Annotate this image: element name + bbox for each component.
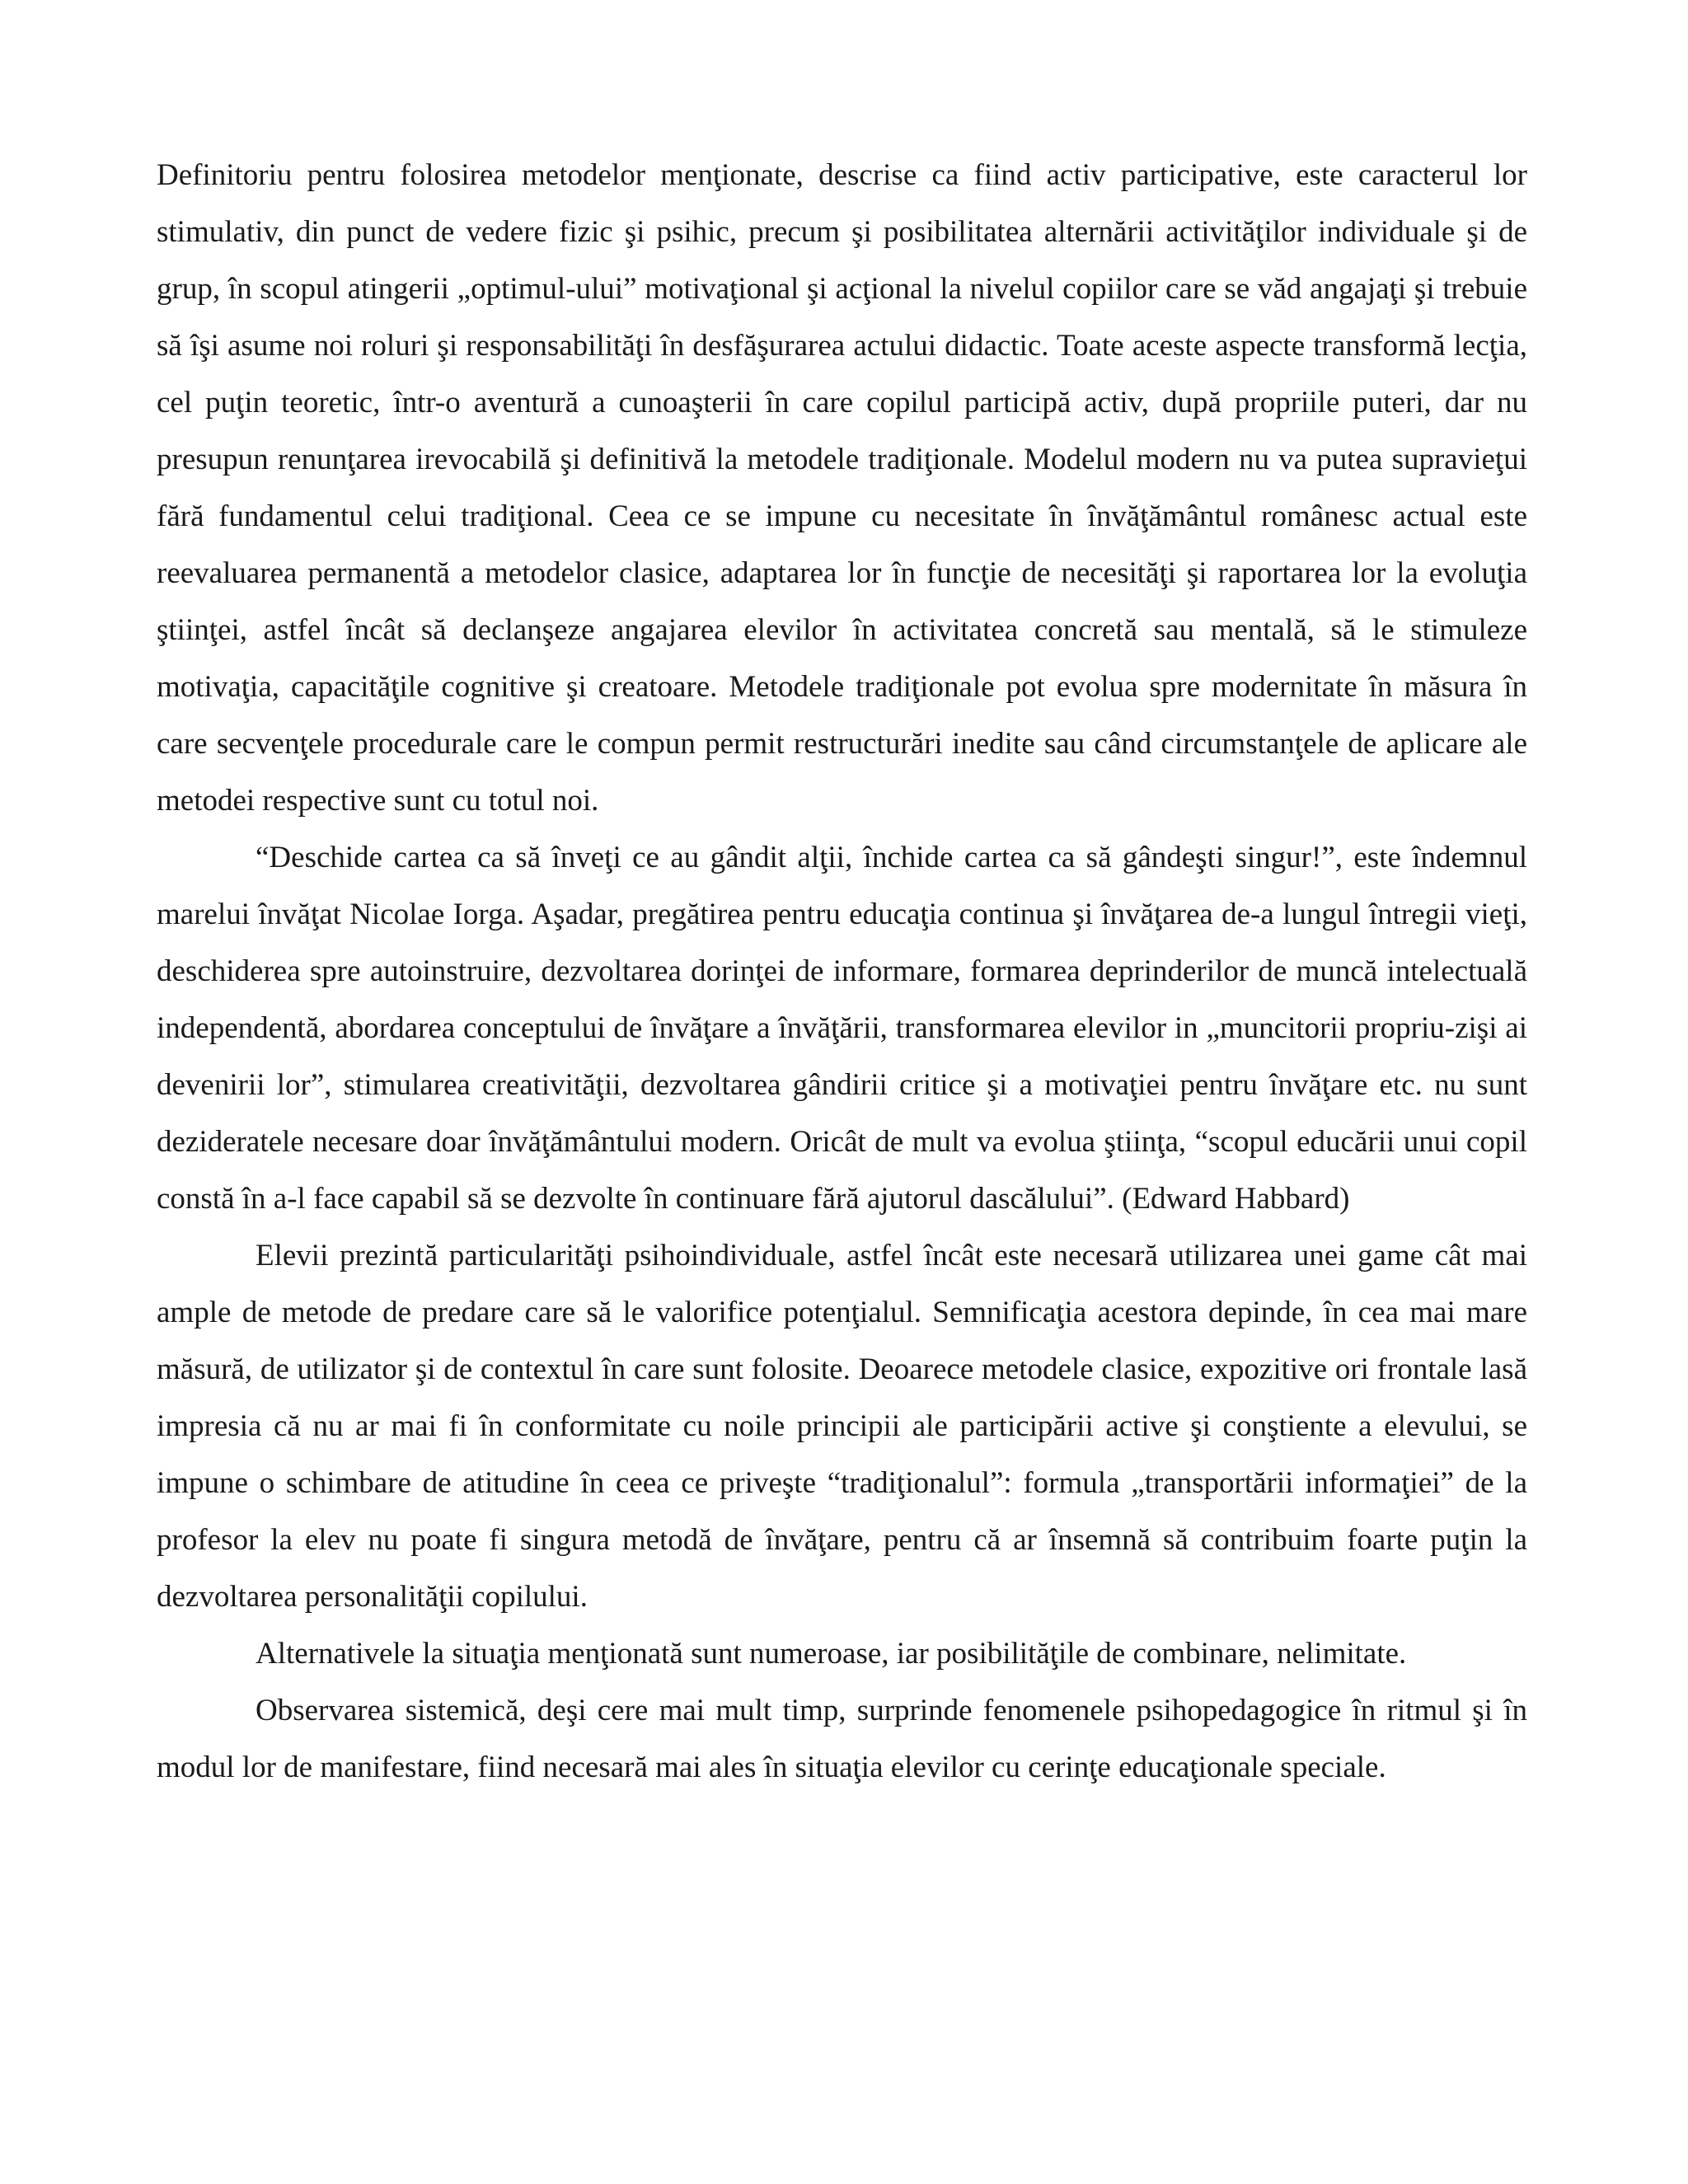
paragraph-2: “Deschide cartea ca să înveţi ce au gândit alţii, închide cartea ca să gândeşti singur!”, este îndemnul marelui învăţat Nicolae Iorga. Aşadar, pregătirea pentru educaţia continua şi învăţarea de-a lungul întregii vieţi, deschiderea spre autoinstruire, dezvoltarea dorinţei de informare, formarea deprinderilor de muncă intelectuală independentă, abordarea conceptului de învăţare a învăţării, transformarea elevilor in „muncitorii propriu-zişi ai devenirii lor”, stimularea creativităţii, dezvoltarea gândirii critice şi a motivaţiei pentru învăţare etc. nu sunt dezideratele necesare doar învăţământului modern. Oricât de mult va evolua ştiinţa, “scopul educării unui copil constă în a-l face capabil să se dezvolte în continuare fără ajutorul dascălului”. (Edward Habbard) <box>157 841 1527 1216</box>
paragraph-1: Definitoriu pentru folosirea metodelor menţionate, descrise ca fiind activ participative, este caracterul lor stimulativ, din punct de vedere fizic şi psihic, precum şi posibilitatea alternării activităţilor individuale şi de grup, în scopul atingerii „optimul-ului” motivaţional şi acţional la nivelul copiilor care se văd angajaţi şi trebuie să îşi asume noi roluri şi responsabilităţi în desfăşurarea actului didactic. Toate aceste aspecte transformă lecţia, cel puţin teoretic, într-o aventură a cunoaşterii în care copilul participă activ, după propriile puteri, dar nu presupun renunţarea irevocabilă şi definitivă la metodele tradiţionale. Modelul modern nu va putea supravieţui fără fundamentul celui tradiţional. Ceea ce se impune cu necesitate în învăţământul românesc actual este reevaluarea permanentă a metodelor clasice, adaptarea lor în funcţie de necesităţi şi raportarea lor la evoluţia ştiinţei, astfel încât să declanşeze angajarea elevilor în activitatea concretă sau mentală, să le stimuleze motivaţia, capacităţile cognitive şi creatoare. Metodele tradiţionale pot evolua spre modernitate în măsura în care secvenţele procedurale care le compun permit restructurări inedite sau când circumstanţele de aplicare ale metodei respective sunt cu totul noi. <box>157 158 1527 818</box>
document-body <box>157 147 1527 1796</box>
paragraph-5: Observarea sistemică, deşi cere mai mult timp, surprinde fenomenele psihopedagogice în ritmul şi în modul lor de manifestare, fiind necesară mai ales în situaţia elevilor cu cerinţe educaţionale speciale. <box>157 1694 1527 1784</box>
paragraph-4: Alternativele la situaţia menţionată sunt numeroase, iar posibilităţile de combinare, nelimitate. <box>256 1637 1407 1671</box>
paragraph-3: Elevii prezintă particularităţi psihoindividuale, astfel încât este necesară utilizarea unei game cât mai ample de metode de predare care să le valorifice potenţialul. Semnificaţia acestora depinde, în cea mai mare măsură, de utilizator şi de contextul în care sunt folosite. Deoarece metodele clasice, expozitive ori frontale lasă impresia că nu ar mai fi în conformitate cu noile principii ale participării active şi conştiente a elevului, se impune o schimbare de atitudine în ceea ce priveşte “tradiţionalul”: formula „transportării informaţiei” de la profesor la elev nu poate fi singura metodă de învăţare, pentru că ar însemnă să contribuim foarte puţin la dezvoltarea personalităţii copilului. <box>157 1239 1527 1614</box>
